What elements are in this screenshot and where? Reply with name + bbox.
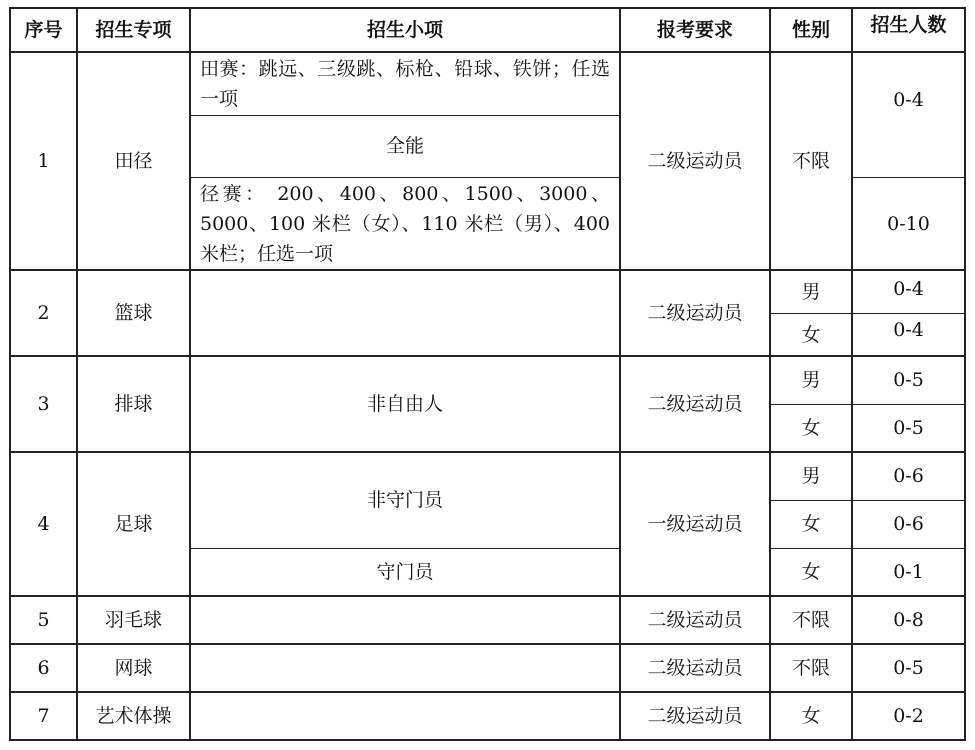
table-cell-subitem: 非自由人 xyxy=(366,393,443,415)
table-rule xyxy=(10,595,966,597)
table-cell-count: 0-5 xyxy=(893,369,924,391)
table-cell-count: 0-6 xyxy=(893,513,924,535)
table-rule xyxy=(189,7,191,741)
header-requirement: 报考要求 xyxy=(656,19,733,41)
table-cell-gender: 女 xyxy=(801,417,821,439)
table-cell-count: 0-6 xyxy=(893,465,924,487)
table-cell-gender: 女 xyxy=(801,705,821,727)
table-cell-requirement: 二级运动员 xyxy=(647,393,743,415)
table-cell-count: 0-5 xyxy=(893,657,924,679)
table-cell-gender: 女 xyxy=(801,324,821,346)
table-cell-count: 0-1 xyxy=(893,561,924,583)
header-gender: 性别 xyxy=(791,19,830,41)
table-rule xyxy=(851,7,853,741)
table-cell-count: 0-2 xyxy=(893,705,924,727)
table-cell-requirement: 二级运动员 xyxy=(647,302,743,324)
table-cell-subitem: 径赛： 200、400、800、1500、3000、5000、100 米栏（女）、110 米栏（男）、400 米栏；任选一项 xyxy=(200,182,610,265)
table-border xyxy=(964,7,966,741)
table-cell-project: 排球 xyxy=(114,393,153,415)
table-border xyxy=(10,7,966,9)
table-rule xyxy=(190,177,620,178)
table-cell-count: 0-8 xyxy=(893,609,924,631)
header-project: 招生专项 xyxy=(95,19,172,41)
table-cell-subitem: 守门员 xyxy=(376,561,434,583)
table-cell-requirement: 二级运动员 xyxy=(647,609,743,631)
table-cell-seq: 4 xyxy=(37,513,50,535)
table-rule xyxy=(10,51,966,53)
table-rule xyxy=(190,115,620,116)
table-rule xyxy=(10,691,966,693)
table-rule xyxy=(76,7,78,741)
table-cell-requirement: 一级运动员 xyxy=(647,513,743,535)
table-cell-subitem: 非守门员 xyxy=(366,489,443,511)
header-seq: 序号 xyxy=(24,19,63,41)
table-cell-seq: 1 xyxy=(37,150,50,172)
table-cell-subitem xyxy=(190,270,620,356)
table-cell-project: 足球 xyxy=(114,513,153,535)
table-border xyxy=(10,739,966,741)
table-border xyxy=(9,7,11,741)
table-cell-gender: 男 xyxy=(801,465,821,487)
table-cell-count: 0-4 xyxy=(893,89,924,111)
table-cell-project: 田径 xyxy=(114,150,153,172)
table-cell-seq: 5 xyxy=(37,609,50,631)
header-subitem: 招生小项 xyxy=(366,19,443,41)
table-cell-requirement: 二级运动员 xyxy=(647,150,743,172)
table-cell-gender: 男 xyxy=(801,281,821,303)
table-cell-gender: 不限 xyxy=(791,609,830,631)
table-cell-subitem xyxy=(190,596,620,644)
table-rule xyxy=(190,548,620,549)
table-cell-count: 0-5 xyxy=(893,417,924,439)
table-rule xyxy=(769,7,771,741)
table-cell-subitem: 全能 xyxy=(385,135,424,157)
table-cell-seq: 2 xyxy=(37,302,50,324)
table-cell-project: 篮球 xyxy=(114,302,153,324)
table-cell-count: 0-4 xyxy=(893,278,924,300)
table-cell-project: 网球 xyxy=(114,657,153,679)
table-rule xyxy=(10,451,966,453)
table-rule xyxy=(10,355,966,357)
table-rule xyxy=(852,177,966,178)
table-rule xyxy=(770,500,966,501)
table-cell-seq: 6 xyxy=(37,657,50,679)
table-cell-subitem xyxy=(190,644,620,692)
table-cell-gender: 女 xyxy=(801,561,821,583)
table-cell-subitem: 田赛：跳远、三级跳、标枪、铅球、铁饼；任选一项 xyxy=(200,57,610,110)
table-cell-gender: 女 xyxy=(801,513,821,535)
table-cell-gender: 男 xyxy=(801,369,821,391)
table-cell-gender: 不限 xyxy=(791,657,830,679)
table-rule xyxy=(10,643,966,645)
header-count: 招生人数 xyxy=(870,14,947,36)
table-cell-requirement: 二级运动员 xyxy=(647,657,743,679)
table-rule xyxy=(770,548,966,549)
table-cell-count: 0-4 xyxy=(893,319,924,341)
table-cell-seq: 3 xyxy=(37,393,50,415)
table-cell-subitem xyxy=(190,692,620,740)
table-rule xyxy=(770,404,966,405)
table-cell-count: 0-10 xyxy=(887,212,930,235)
table-cell-seq: 7 xyxy=(37,705,50,727)
table-cell-requirement: 二级运动员 xyxy=(647,705,743,727)
table-cell-project: 羽毛球 xyxy=(104,609,162,631)
table-cell-gender: 不限 xyxy=(791,150,830,172)
table-cell-project: 艺术体操 xyxy=(95,705,172,727)
table-rule xyxy=(770,313,966,314)
table-rule xyxy=(619,7,621,741)
table-rule xyxy=(10,269,966,271)
